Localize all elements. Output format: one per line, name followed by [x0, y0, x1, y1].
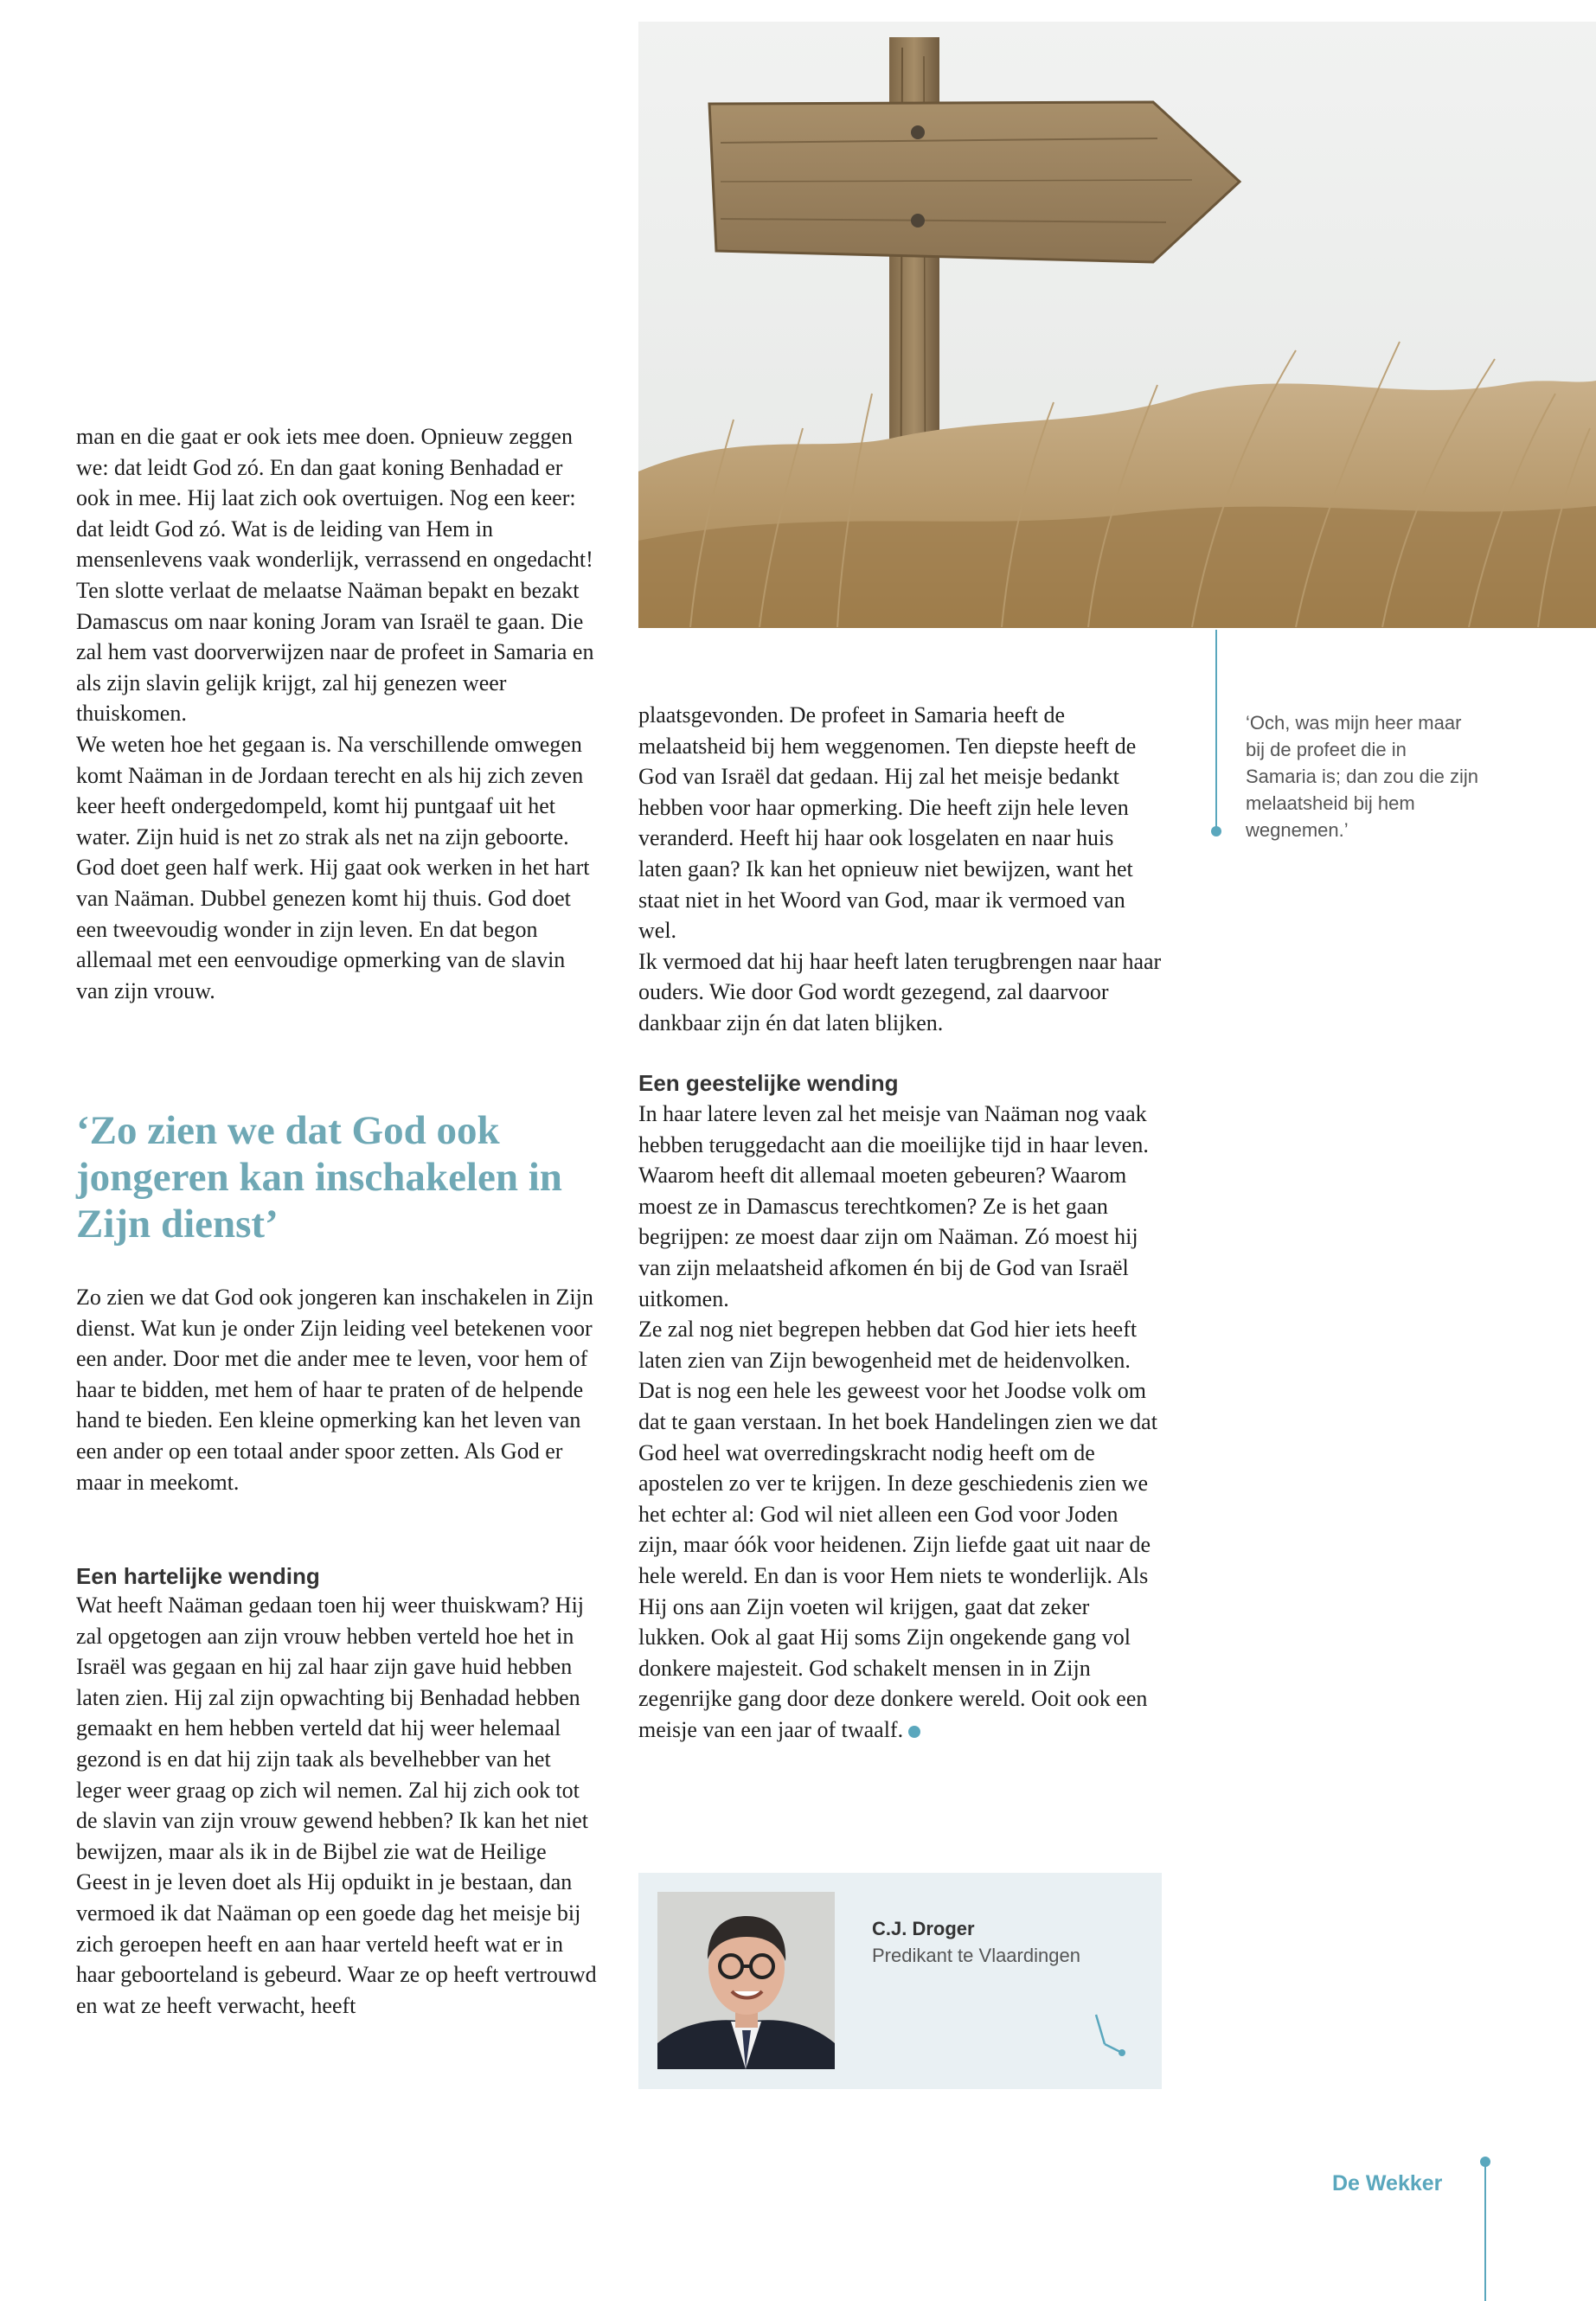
- geestelijke-wending-paragraph-2: [638, 1314, 1162, 1745]
- footer-divider: [1484, 2163, 1486, 2301]
- author-name: C.J. Droger: [872, 1918, 975, 1939]
- end-mark-icon: [908, 1726, 920, 1738]
- author-portrait-icon: [657, 1892, 835, 2069]
- left-paragraph-1: man en die gaat er ook iets mee doen. Opnieuw zeggen we: dat leidt God zó. En dan gaat koning Benhadad er ook in mee. Hij laat zich ook overtuigen. Nog een keer: dat leidt God zó. Wat is de leiding van Hem in mensenlevens vaak wonderlijk, verrassend en ongedacht!: [76, 424, 593, 573]
- author-box: [638, 1873, 1162, 2089]
- sidebar-quote: ‘Och, was mijn heer maar bij de profeet die in Samaria is; dan zou die zijn melaatsheid bij hem wegnemen.’: [1246, 712, 1479, 841]
- subheading-hartelijke-wending: Een hartelijke wending: [76, 1563, 320, 1589]
- right-paragraph-1: plaatsgevonden. De profeet in Samaria heeft de melaatsheid bij hem weggenomen. Ten diepste heeft de God van Israël dat gedaan. Hij zal het meisje bedankt hebben voor haar opmerking. Die heeft zijn hele leven veranderd. Heeft hij haar ook losgelaten en naar huis laten gaan? Ik kan het opnieuw niet bewijzen, want het staat niet in het Woord van God, maar ik vermoed van wel.: [638, 702, 1137, 944]
- sidebar-divider-dot-icon: [1211, 826, 1221, 836]
- subheading-geestelijke-wending: Een geestelijke wending: [638, 1070, 899, 1096]
- footer-brand: De Wekker: [1332, 2171, 1443, 2195]
- author-role: Predikant te Vlaardingen: [872, 1945, 1080, 1966]
- right-paragraph-2: Ik vermoed dat hij haar heeft laten terugbrengen naar haar ouders. Wie door God wordt gezegend, zal daarvoor dankbaar zijn én dat laten blijken.: [638, 948, 1162, 1035]
- sidebar-divider: [1215, 630, 1217, 833]
- right-column: [638, 700, 1162, 1039]
- left-paragraph-2: Ten slotte verlaat de melaatse Naäman bepakt en bezakt Damascus om naar koning Joram van Israël te gaan. Die zal hem vast doorverwijzen naar de profeet in Samaria en als zijn slavin gelijk krijgt, zal hij genezen weer thuiskomen.: [76, 577, 594, 727]
- after-quote-paragraph: Zo zien we dat God ook jongeren kan inschakelen in Zijn dienst. Wat kun je onder Zijn leiding veel betekenen voor een ander. Door met die ander mee te leven, voor hem of haar te bidden, met hem of haar te praten of de helpende hand te bieden. Een kleine opmerking kan het leven van een ander op een totaal ander spoor zetten. Als God er maar in meekomt.: [76, 1285, 593, 1495]
- left-paragraph-3: We weten hoe het gegaan is. Na verschillende omwegen komt Naäman in de Jordaan terecht en als hij zich zeven keer heeft ondergedompeld, komt hij puntgaaf uit het water. Zijn huid is net zo strak als net na zijn geboorte. God doet geen half werk. Hij gaat ook werken in het hart van Naäman. Dubbel genezen komt hij thuis. God doet een tweevoudig wonder in zijn leven. En dat begon allemaal met een eenvoudige opmerking van de slavin van zijn vrouw.: [76, 731, 590, 1003]
- geestelijke-wending-paragraph-1: In haar latere leven zal het meisje van Naäman nog vaak hebben teruggedacht aan die moeilijke tijd in haar leven. Waarom heeft dit allemaal moeten gebeuren? Waarom moest ze in Damascus terechtkomen? Ze is het gaan begrijpen: ze moest daar zijn om Naäman. Zó moest hij van zijn melaatsheid afkomen én bij de God van Israël uitkomen.: [638, 1101, 1149, 1311]
- footer-divider-dot-icon: [1480, 2157, 1490, 2167]
- right-section-text: [638, 1099, 1162, 1745]
- left-column-after-quote: [76, 1282, 599, 1497]
- signpost-photo: [638, 22, 1596, 628]
- geestelijke-wending-text: Ze zal nog niet begrepen hebben dat God hier iets heeft laten zien van Zijn bewogenheid met de heidenvolken. Dat is nog een hele les geweest voor het Joodse volk om dat te gaan verstaan. In het boek Handelingen zien we dat God heel wat overredingskracht nodig heeft om de apostelen zo ver te krijgen. In deze geschiedenis zien we het echter al: God wil niet alleen een God voor Joden zijn, maar óók voor heidenen. Zijn liefde gaat uit naar de hele wereld. En dan is voor Hem niets te wonderlijk. Als Hij ons aan Zijn voeten wil krijgen, gaat dat zeker lukken. Ook al gaat Hij soms Zijn ongekende gang vol donkere majesteit. God schakelt mensen in in Zijn zegenrijke gang door deze donkere wereld. Ooit ook een meisje van een jaar of twaalf.: [638, 1317, 1157, 1742]
- hartelijke-wending-paragraph: Wat heeft Naäman gedaan toen hij weer thuiskwam? Hij zal opgetogen aan zijn vrouw hebben verteld hoe het in Israël was gegaan en hij zal haar zijn gave huid hebben laten zien. Hij zal zijn opwachting bij Benhadad hebben gemaakt en hem hebben verteld dat hij weer helemaal gezond is en dat hij zijn taak als bevelhebber van het leger weer graag op zich wil nemen. Zal hij zich ook tot de slavin van zijn vrouw gewend hebben? Ik kan het niet bewijzen, maar als ik in de Bijbel zie wat de Heilige Geest in je leven doet als Hij opduikt in je bestaan, dan vermoed ik dat Naäman op een goede dag het meisje bij zich geroepen heeft en aan haar verteld heeft wat er in haar geboorteland is gebeurd. Waar ze op heeft vertrouwd en wat ze heeft verwacht, heeft: [76, 1593, 597, 2018]
- pull-quote: ‘Zo zien we dat God ook jongeren kan inschakelen in Zijn dienst’: [76, 1108, 562, 1247]
- pen-stroke-icon: [1093, 2011, 1127, 2063]
- signpost-image: [638, 22, 1596, 628]
- left-column: [76, 421, 599, 1006]
- author-photo: [657, 1892, 835, 2069]
- left-section-text: [76, 1590, 599, 2021]
